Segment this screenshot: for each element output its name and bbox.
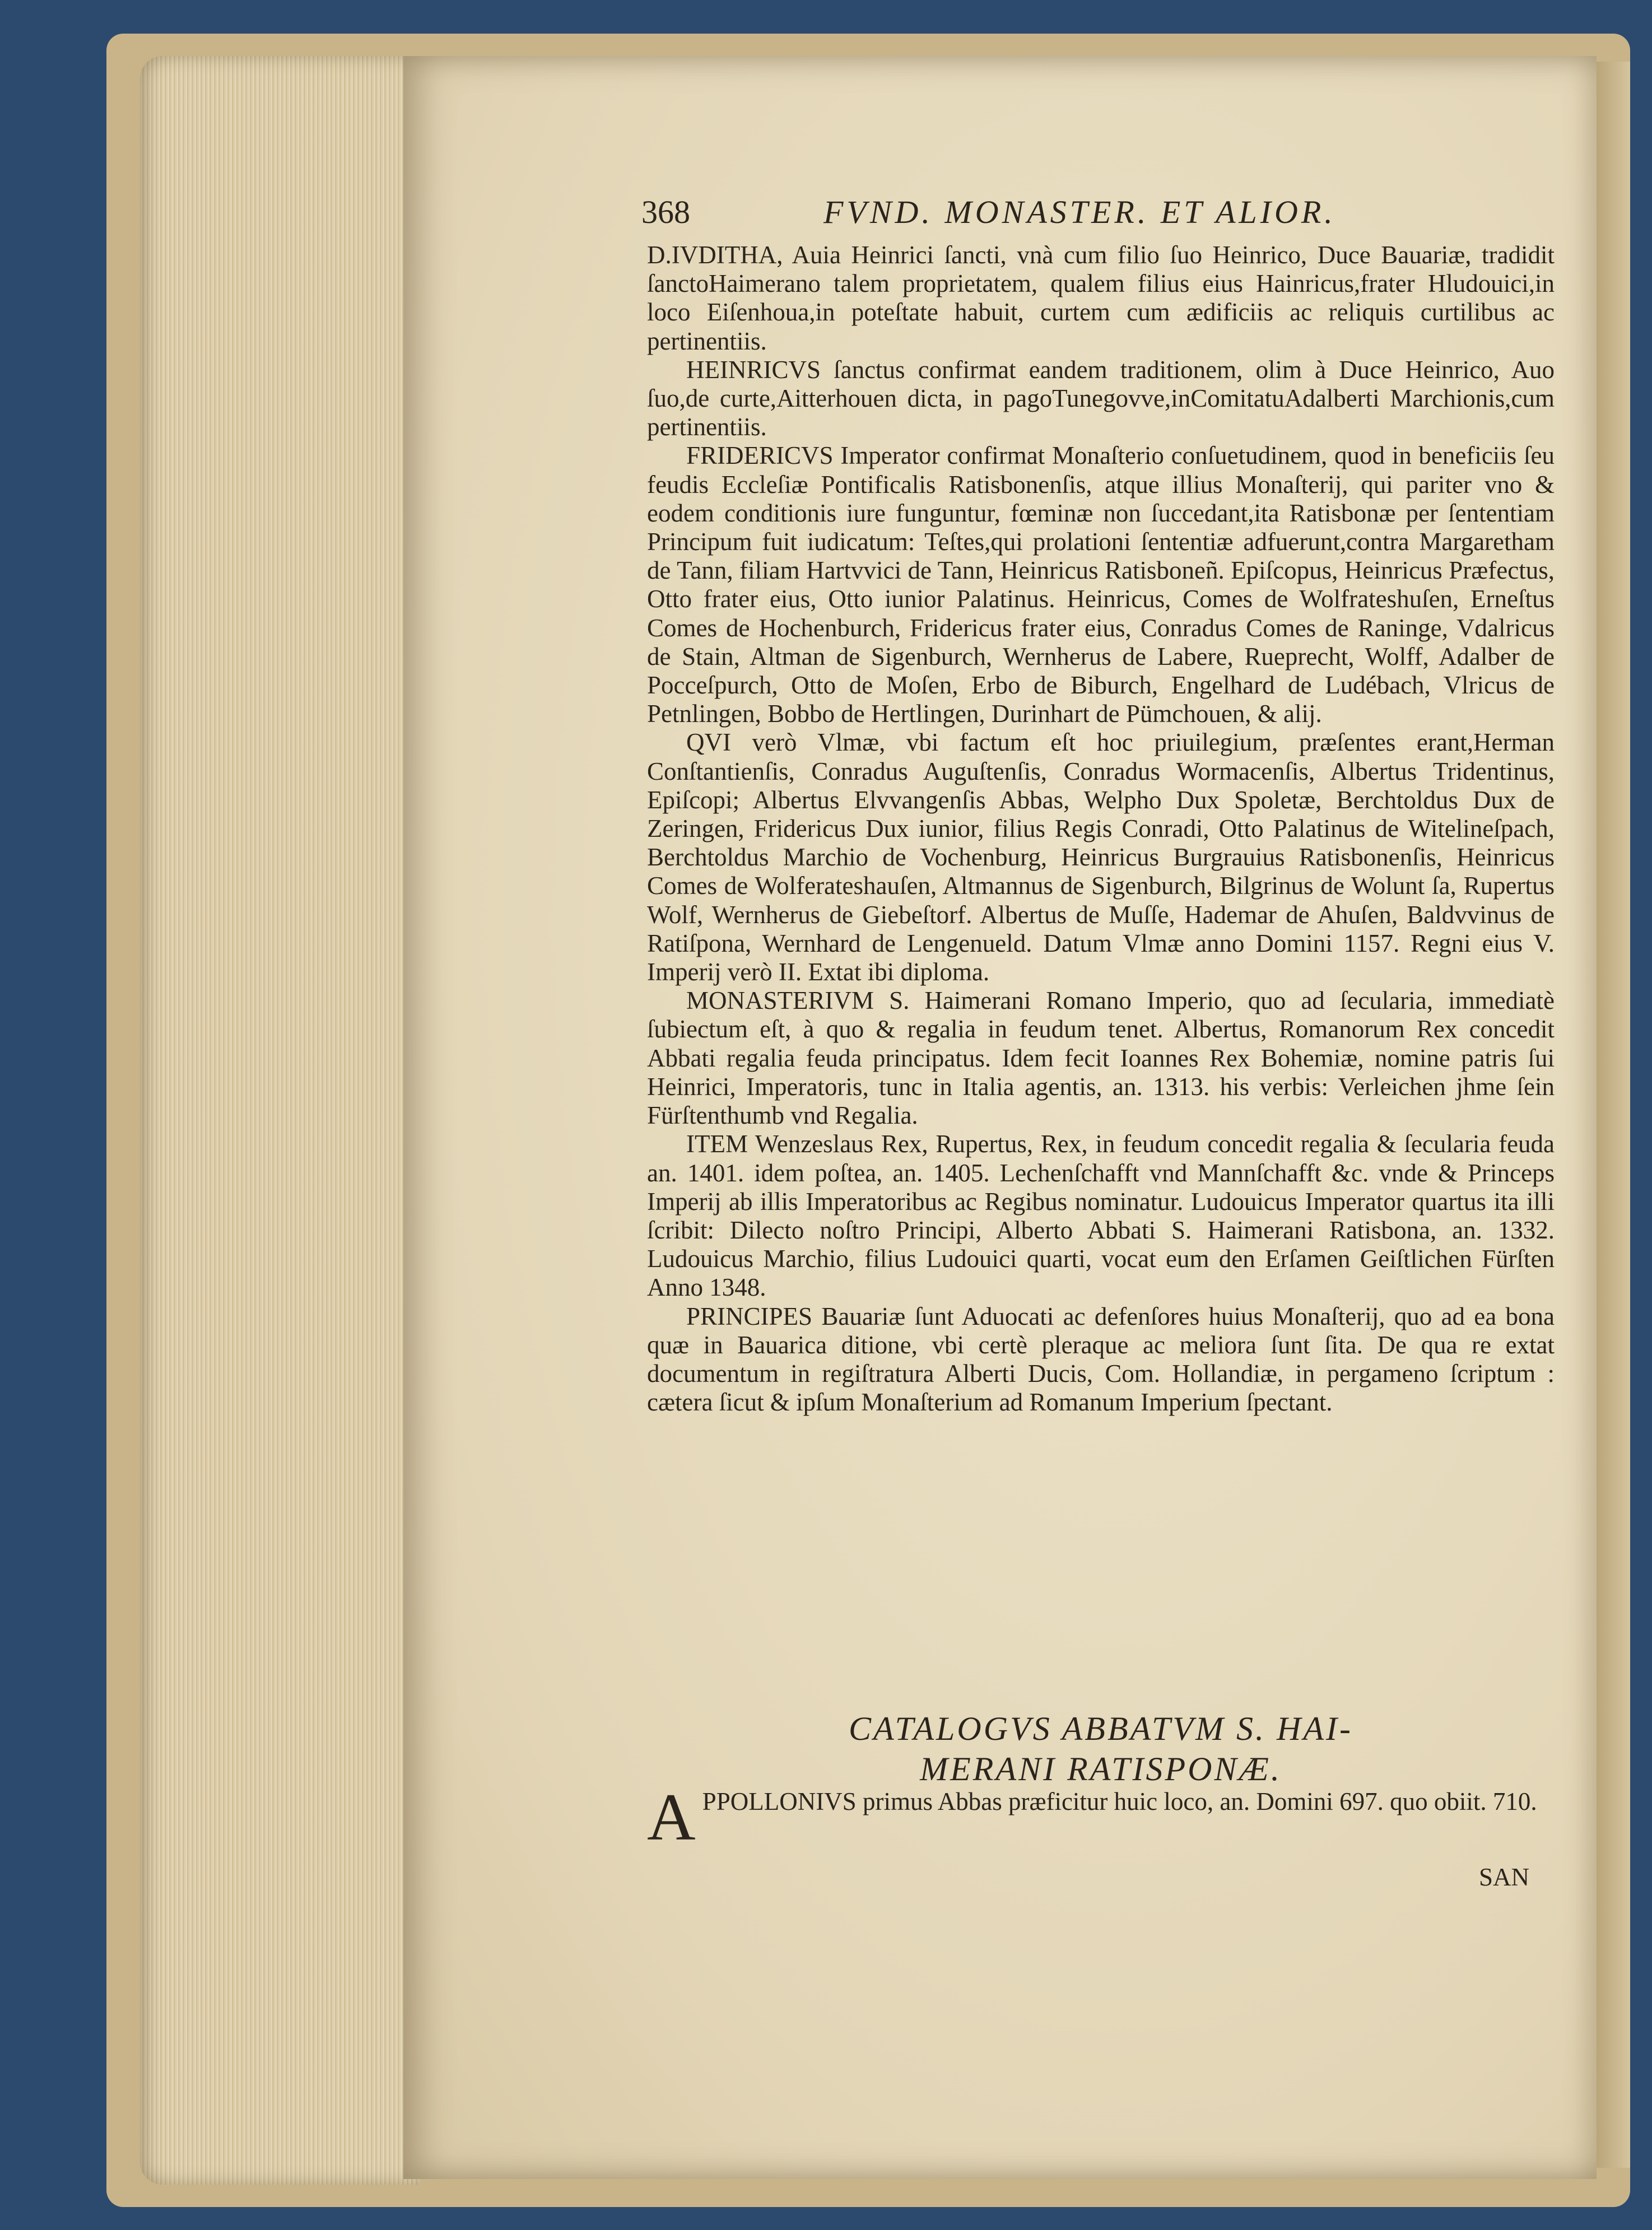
body-text xyxy=(647,241,1555,1417)
paragraph-heinricus: HEINRICVS ſanctus confirmat eandem traditionem, olim à Duce Heinrico, Auo ſuo,de curte,Aitterhouen dicta, in pagoTunegovve,inComitatuAdalberti Marchionis,cum pertinentiis. xyxy=(647,355,1555,441)
catalog-entry-text: PPOLLONIVS primus Abbas præficitur huic loco, an. Domini 697. quo obiit. 710. xyxy=(702,1787,1537,1815)
paragraph-monasterium: MONASTERIVM S. Haimerani Romano Imperio, quo ad ſecularia, immediatè ſubiectum eſt, à quo & regalia in feudum tenet. Albertus, Romanorum Rex concedit Abbati regalia feuda principatus. Idem fecit Ioannes Rex Bohemiæ, nomine patris ſui Heinrici, Imperatoris, tunc in Italia agentis, an. 1313. his verbis: Verleichen jhme ſein Fürſtenthumb vnd Regalia. xyxy=(647,986,1555,1130)
facing-page-edge xyxy=(1597,62,1630,2168)
page-number: 368 xyxy=(641,194,690,230)
catchword: SAN xyxy=(1479,1863,1530,1891)
drop-cap: A xyxy=(647,1780,696,1854)
catalog-heading-line2: MERANI RATISPONÆ. xyxy=(920,1751,1282,1787)
page-header xyxy=(641,193,1386,238)
catalog-entry-appollonius xyxy=(647,1780,1555,1854)
page-edges xyxy=(140,56,420,2185)
running-title: FVND. MONASTER. ET ALIOR. xyxy=(823,194,1336,230)
paragraph-qui-vero: QVI verò Vlmæ, vbi factum eſt hoc priuilegium, præſentes erant,Herman Conſtantienſis, Conradus Auguſtenſis, Conradus Wormacenſis, Albertus Tridentinus, Epiſcopi; Albertus Elvvangenſis Abbas, Welpho Dux Spoletæ, Berchtoldus Dux de Zeringen, Fridericus Dux iunior, filius Regis Conradi, Otto Palatinus de Witelineſpach, Berchtoldus Marchio de Vochenburg, Heinricus Burgrauius Ratisbonenſis, Heinricus Comes de Wolferateshauſen, Altmannus de Sigenburch, Bilgrinus de Wolunt ſa, Rupertus Wolf, Wernherus de Giebeſtorf. Albertus de Muſſe, Hademar de Ahuſen, Baldvvinus de Ratiſpona, Wernhard de Lengenueld. Datum Vlmæ anno Domini 1157. Regni eius V. Imperij verò II. Extat ibi diploma. xyxy=(647,728,1555,986)
paragraph-fridericus: FRIDERICVS Imperator confirmat Monaſterio conſuetudinem, quod in beneficiis ſeu feudis Eccleſiæ Pontificalis Ratisbonenſis, atque illius Monaſterij, qui pariter vno & eodem conditionis iure funguntur, fœminæ non ſuccedant,ita Ratisbonæ per ſententiam Principum fuit iudicatum: Teſtes,qui prolationi ſententiæ adfuerunt,contra Margaretham de Tann, filiam Hartvvici de Tann, Heinricus Ratisboneñ. Epiſcopus, Heinricus Præfectus, Otto frater eius, Otto iunior Palatinus. Heinricus, Comes de Wolfrateshuſen, Erneſtus Comes de Hochenburch, Fridericus frater eius, Conradus Comes de Raninge, Vdalricus de Stain, Altman de Sigenburch, Wernherus de Labere, Rueprecht, Wolff, Adalber de Pocceſpurch, Otto de Moſen, Erbo de Biburch, Engelhard de Ludébach, Vlricus de Petnlingen, Bobbo de Hertlingen, Durinhart de Pümchouen, & alij. xyxy=(647,441,1555,728)
paragraph-item: ITEM Wenzeslaus Rex, Rupertus, Rex, in feudum concedit regalia & ſecularia feuda an. 1401. idem poſtea, an. 1405. Lechenſchafft vnd Mannſchafft &c. vnde & Princeps Imperij ab illis Imperatoribus ac Regibus nominatur. Ludouicus Imperator quartus ita illi ſcribit: Dilecto noſtro Principi, Alberto Abbati S. Haimerani Ratisbona, an. 1332. Ludouicus Marchio, filius Ludouici quarti, vocat eum den Erſamen Geiſtlichen Fürſten Anno 1348. xyxy=(647,1130,1555,1302)
catalog-heading-line1: CATALOGVS ABBATVM S. HAI- xyxy=(849,1710,1353,1747)
catalog-heading xyxy=(647,1708,1555,1789)
paragraph-juditha: D.IVDITHA, Auia Heinrici ſancti, vnà cum filio ſuo Heinrico, Duce Bauariæ, tradidit ſanctoHaimerano talem proprietatem, qualem filius eius Hainricus,frater Hludouici,in loco Eiſenhoua,in poteſtate habuit, curtem cum ædificiis ac reliquis curtilibus ac pertinentiis. xyxy=(647,241,1555,355)
paragraph-principes: PRINCIPES Bauariæ ſunt Aduocati ac defenſores huius Monaſterij, quo ad ea bona quæ in Bauarica ditione, vbi certè pleraque ac meliora ſunt ſita. De qua re extat documentum in regiſtratura Alberti Ducis, Com. Hollandiæ, in pergameno ſcriptum : cætera ſicut & ipſum Monaſterium ad Romanum Imperium ſpectant. xyxy=(647,1302,1555,1417)
